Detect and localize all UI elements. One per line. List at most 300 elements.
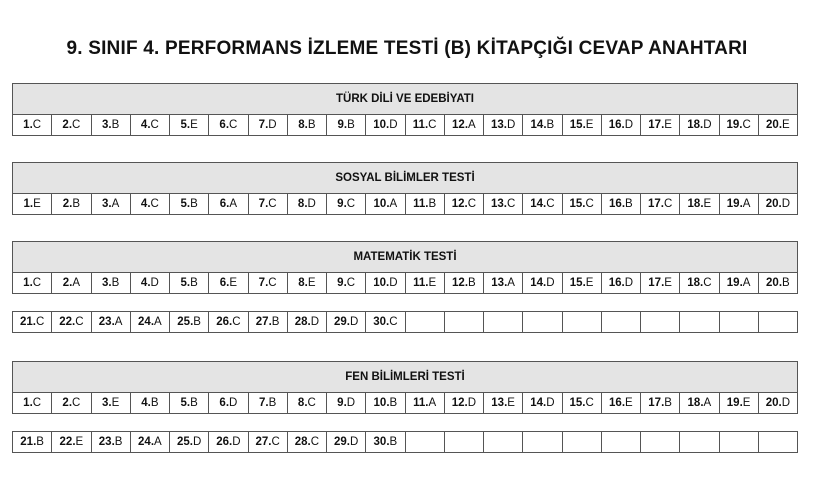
answer-cell bbox=[483, 114, 523, 136]
question-number: 5. bbox=[180, 119, 191, 131]
question-number: 18. bbox=[687, 119, 704, 131]
question-number: 10. bbox=[373, 397, 390, 409]
question-number: 9. bbox=[337, 397, 347, 409]
answer-cell bbox=[640, 114, 680, 136]
answer-letter: E bbox=[507, 397, 515, 409]
section-heading: MATEMATİK TESTİ bbox=[12, 241, 798, 273]
answer-cell bbox=[51, 193, 91, 215]
answer-cell bbox=[601, 272, 641, 294]
answer-letter: E bbox=[585, 119, 594, 131]
answer-cell bbox=[12, 114, 52, 136]
answer-letter: A bbox=[72, 277, 80, 289]
answer-cell bbox=[405, 193, 445, 215]
answer-cell bbox=[130, 114, 170, 136]
question-number: 6. bbox=[219, 277, 230, 289]
question-number: 11. bbox=[413, 198, 429, 210]
answer-cell bbox=[679, 193, 719, 215]
question-number: 20. bbox=[766, 119, 783, 131]
answer-cell bbox=[365, 193, 405, 215]
answer-cell bbox=[248, 311, 288, 333]
question-number: 25. bbox=[177, 316, 194, 328]
answer-letter: D bbox=[349, 316, 359, 328]
answer-cell bbox=[640, 272, 680, 294]
question-number: 22. bbox=[59, 436, 76, 448]
question-number: 17. bbox=[648, 119, 665, 131]
question-number: 4. bbox=[140, 277, 151, 289]
answer-letter: B bbox=[389, 397, 398, 409]
question-number: 13. bbox=[490, 198, 507, 210]
question-number: 24. bbox=[138, 316, 155, 328]
answer-letter: D bbox=[781, 397, 791, 409]
answer-cell bbox=[51, 114, 91, 136]
answer-letter: B bbox=[347, 119, 355, 131]
question-number: 6. bbox=[219, 119, 230, 131]
section-fen-bilimleri bbox=[12, 361, 798, 453]
answer-letter: B bbox=[190, 397, 198, 409]
answer-letter: C bbox=[310, 436, 320, 448]
answer-cell bbox=[51, 392, 91, 414]
answer-cell bbox=[130, 193, 170, 215]
answer-letter: B bbox=[150, 397, 159, 409]
answer-cell bbox=[719, 311, 759, 333]
answer-cell bbox=[287, 311, 327, 333]
answer-letter: D bbox=[268, 119, 277, 131]
answer-cell bbox=[169, 311, 209, 333]
answer-letter: D bbox=[150, 277, 159, 289]
answer-cell bbox=[679, 114, 719, 136]
question-number: 16. bbox=[608, 277, 625, 289]
answer-letter: C bbox=[703, 277, 712, 289]
answer-letter: E bbox=[625, 397, 633, 409]
answer-cell bbox=[483, 193, 523, 215]
answer-letter: B bbox=[428, 198, 437, 210]
answer-cell bbox=[365, 392, 405, 414]
answer-cell bbox=[405, 114, 445, 136]
question-number: 17. bbox=[648, 397, 665, 409]
answer-letter: B bbox=[193, 316, 201, 328]
answer-cell bbox=[522, 193, 562, 215]
section-heading: TÜRK DİLİ VE EDEBİYATI bbox=[12, 83, 798, 115]
question-number: 7. bbox=[258, 198, 269, 210]
question-number: 29. bbox=[333, 316, 350, 328]
answer-cell bbox=[601, 311, 641, 333]
answer-cell bbox=[719, 193, 759, 215]
question-number: 26. bbox=[216, 316, 233, 328]
answer-cell bbox=[12, 311, 52, 333]
question-number: 16. bbox=[609, 198, 626, 210]
answer-letter: A bbox=[742, 277, 751, 289]
question-number: 6. bbox=[219, 198, 230, 210]
question-number: 2. bbox=[62, 119, 73, 131]
answer-cell bbox=[365, 272, 405, 294]
answer-letter: B bbox=[111, 119, 120, 131]
answer-letter: D bbox=[624, 277, 634, 289]
answer-letter: B bbox=[546, 119, 555, 131]
question-number: 1. bbox=[23, 198, 34, 210]
answer-cell bbox=[483, 431, 523, 453]
answer-letter: B bbox=[114, 436, 123, 448]
question-number: 10. bbox=[373, 277, 390, 289]
answer-cell bbox=[679, 272, 719, 294]
answer-cell bbox=[169, 193, 209, 215]
answer-cell bbox=[601, 392, 641, 414]
answer-cell bbox=[130, 392, 170, 414]
section-heading: FEN BİLİMLERİ TESTİ bbox=[12, 361, 798, 393]
answer-letter: C bbox=[72, 119, 81, 131]
question-number: 14. bbox=[530, 198, 547, 210]
answer-cell bbox=[444, 114, 484, 136]
answer-cell bbox=[208, 272, 248, 294]
question-number: 15. bbox=[569, 119, 586, 131]
page-title: 9. SINIF 4. PERFORMANS İZLEME TESTİ (B) KİTAPÇIĞI CEVAP ANAHTARI bbox=[66, 38, 748, 59]
answer-letter: D bbox=[349, 436, 359, 448]
answer-cell bbox=[248, 114, 288, 136]
section-turk-dili bbox=[12, 83, 798, 136]
question-number: 3. bbox=[101, 119, 112, 131]
answer-letter: C bbox=[663, 198, 673, 210]
answer-cell bbox=[483, 392, 523, 414]
answer-letter: C bbox=[268, 277, 277, 289]
answer-letter: C bbox=[268, 198, 277, 210]
question-number: 4. bbox=[140, 119, 151, 131]
question-number: 30. bbox=[373, 436, 390, 448]
answer-cell bbox=[405, 272, 445, 294]
answer-letter: D bbox=[389, 119, 398, 131]
answer-letter: D bbox=[232, 436, 241, 448]
answer-letter: B bbox=[72, 198, 80, 210]
question-number: 13. bbox=[490, 119, 507, 131]
answer-cell bbox=[130, 272, 170, 294]
question-number: 13. bbox=[491, 397, 508, 409]
answer-cell bbox=[208, 193, 248, 215]
answer-letter: D bbox=[506, 119, 516, 131]
question-number: 17. bbox=[648, 277, 665, 289]
answer-cell bbox=[365, 114, 405, 136]
answer-letter: C bbox=[467, 198, 477, 210]
answer-cell bbox=[562, 392, 602, 414]
answer-cell bbox=[169, 431, 209, 453]
question-number: 6. bbox=[219, 397, 230, 409]
answer-letter: C bbox=[389, 316, 398, 328]
answer-letter: C bbox=[307, 397, 316, 409]
answer-letter: D bbox=[703, 119, 712, 131]
answer-cell bbox=[679, 392, 719, 414]
question-number: 12. bbox=[452, 277, 469, 289]
answer-cell bbox=[169, 114, 209, 136]
answer-letter: E bbox=[229, 277, 237, 289]
question-number: 7. bbox=[258, 277, 269, 289]
answer-letter: C bbox=[346, 277, 356, 289]
answer-cell bbox=[12, 272, 52, 294]
answer-cell bbox=[640, 431, 680, 453]
question-number: 26. bbox=[216, 436, 233, 448]
answer-cell bbox=[405, 431, 445, 453]
question-number: 4. bbox=[140, 198, 151, 210]
answer-cell bbox=[208, 392, 248, 414]
answer-cell bbox=[719, 114, 759, 136]
question-number: 28. bbox=[294, 316, 311, 328]
question-number: 10. bbox=[373, 198, 390, 210]
answer-letter: E bbox=[428, 277, 437, 289]
answer-letter: B bbox=[782, 277, 790, 289]
answer-cell bbox=[365, 311, 405, 333]
question-number: 28. bbox=[294, 436, 311, 448]
answer-cell bbox=[522, 114, 562, 136]
answer-letter: E bbox=[742, 397, 751, 409]
answer-cell bbox=[169, 392, 209, 414]
answer-letter: C bbox=[35, 316, 45, 328]
answer-cell bbox=[640, 392, 680, 414]
question-number: 19. bbox=[726, 397, 743, 409]
answer-row bbox=[12, 431, 798, 453]
answer-letter: B bbox=[268, 397, 277, 409]
answer-letter: D bbox=[389, 277, 398, 289]
answer-cell bbox=[758, 114, 798, 136]
answer-letter: D bbox=[310, 316, 320, 328]
answer-letter: A bbox=[468, 119, 476, 131]
question-number: 5. bbox=[180, 198, 191, 210]
question-number: 14. bbox=[530, 119, 547, 131]
answer-letter: A bbox=[229, 198, 237, 210]
question-number: 8. bbox=[297, 198, 308, 210]
answer-cell bbox=[287, 193, 327, 215]
answer-cell bbox=[483, 272, 523, 294]
answer-cell bbox=[758, 311, 798, 333]
answer-cell bbox=[51, 272, 91, 294]
question-number: 30. bbox=[373, 316, 390, 328]
answer-letter: E bbox=[664, 119, 672, 131]
question-number: 1. bbox=[23, 277, 33, 289]
answer-letter: C bbox=[506, 198, 516, 210]
answer-cell bbox=[248, 431, 288, 453]
question-number: 7. bbox=[258, 397, 269, 409]
answer-cell bbox=[758, 431, 798, 453]
answer-cell bbox=[91, 311, 131, 333]
answer-letter: C bbox=[150, 119, 159, 131]
question-number: 3. bbox=[101, 397, 112, 409]
answer-letter: C bbox=[428, 119, 437, 131]
question-number: 25. bbox=[176, 436, 193, 448]
answer-letter: B bbox=[664, 397, 672, 409]
question-number: 20. bbox=[765, 198, 782, 210]
answer-cell bbox=[640, 311, 680, 333]
answer-cell bbox=[208, 311, 248, 333]
answer-cell bbox=[326, 392, 366, 414]
answer-cell bbox=[91, 392, 131, 414]
answer-letter: E bbox=[75, 436, 84, 448]
answer-letter: D bbox=[781, 198, 791, 210]
question-number: 19. bbox=[726, 119, 743, 131]
answer-cell bbox=[248, 392, 288, 414]
answer-cell bbox=[51, 431, 91, 453]
answer-letter: A bbox=[703, 397, 712, 409]
answer-cell bbox=[287, 392, 327, 414]
question-number: 16. bbox=[608, 119, 625, 131]
answer-letter: B bbox=[625, 198, 633, 210]
question-number: 7. bbox=[258, 119, 269, 131]
answer-cell bbox=[562, 431, 602, 453]
question-number: 2. bbox=[62, 277, 73, 289]
question-number: 27. bbox=[255, 316, 272, 328]
answer-cell bbox=[248, 272, 288, 294]
answer-letter: D bbox=[624, 119, 634, 131]
answer-letter: B bbox=[36, 436, 44, 448]
answer-cell bbox=[91, 431, 131, 453]
answer-letter: C bbox=[546, 198, 555, 210]
question-number: 18. bbox=[687, 397, 704, 409]
answer-cell bbox=[444, 392, 484, 414]
answer-letter: C bbox=[232, 316, 241, 328]
question-number: 14. bbox=[530, 397, 547, 409]
answer-cell bbox=[287, 431, 327, 453]
answer-cell bbox=[12, 392, 52, 414]
question-number: 9. bbox=[337, 119, 348, 131]
question-number: 14. bbox=[530, 277, 547, 289]
answer-cell bbox=[326, 114, 366, 136]
answer-row bbox=[12, 114, 798, 136]
answer-row bbox=[12, 272, 798, 294]
answer-letter: B bbox=[468, 277, 476, 289]
answer-cell bbox=[758, 392, 798, 414]
answer-row bbox=[12, 392, 798, 414]
answer-letter: A bbox=[114, 316, 123, 328]
answer-cell bbox=[679, 311, 719, 333]
answer-letter: E bbox=[782, 119, 790, 131]
answer-letter: E bbox=[703, 198, 712, 210]
question-number: 12. bbox=[451, 397, 468, 409]
question-number: 27. bbox=[255, 436, 272, 448]
question-number: 15. bbox=[569, 198, 586, 210]
question-number: 2. bbox=[62, 198, 73, 210]
answer-cell bbox=[169, 272, 209, 294]
answer-cell bbox=[719, 272, 759, 294]
answer-letter: C bbox=[742, 119, 751, 131]
answer-cell bbox=[130, 311, 170, 333]
answer-letter: D bbox=[192, 436, 202, 448]
answer-cell bbox=[601, 193, 641, 215]
answer-letter: A bbox=[389, 198, 398, 210]
answer-letter: C bbox=[585, 198, 594, 210]
answer-cell bbox=[12, 193, 52, 215]
answer-cell bbox=[483, 311, 523, 333]
section-matematik bbox=[12, 241, 798, 333]
question-number: 8. bbox=[298, 277, 308, 289]
question-number: 12. bbox=[452, 119, 469, 131]
answer-cell bbox=[522, 272, 562, 294]
answer-cell bbox=[719, 431, 759, 453]
question-number: 19. bbox=[726, 198, 743, 210]
answer-row bbox=[12, 311, 798, 333]
answer-letter: D bbox=[467, 397, 477, 409]
answer-cell bbox=[601, 431, 641, 453]
answer-letter: A bbox=[154, 436, 162, 448]
answer-letter: D bbox=[229, 397, 238, 409]
answer-cell bbox=[601, 114, 641, 136]
question-number: 11. bbox=[412, 119, 429, 131]
answer-cell bbox=[208, 114, 248, 136]
answer-cell bbox=[562, 272, 602, 294]
answer-letter: B bbox=[190, 277, 198, 289]
answer-cell bbox=[326, 311, 366, 333]
answer-cell bbox=[562, 311, 602, 333]
answer-letter: C bbox=[150, 198, 159, 210]
answer-cell bbox=[562, 193, 602, 215]
question-number: 24. bbox=[138, 436, 155, 448]
answer-cell bbox=[444, 193, 484, 215]
answer-cell bbox=[208, 431, 248, 453]
answer-cell bbox=[522, 431, 562, 453]
question-number: 8. bbox=[297, 397, 308, 409]
question-number: 5. bbox=[180, 397, 191, 409]
answer-cell bbox=[91, 193, 131, 215]
question-number: 21. bbox=[20, 436, 37, 448]
answer-letter: B bbox=[111, 277, 120, 289]
answer-cell bbox=[758, 193, 798, 215]
answer-letter: E bbox=[307, 277, 316, 289]
answer-cell bbox=[91, 272, 131, 294]
question-number: 22. bbox=[59, 316, 76, 328]
answer-letter: C bbox=[72, 397, 81, 409]
question-number: 19. bbox=[726, 277, 743, 289]
question-number: 17. bbox=[647, 198, 664, 210]
answer-letter: A bbox=[742, 198, 751, 210]
answer-letter: C bbox=[32, 277, 42, 289]
question-number: 8. bbox=[298, 119, 308, 131]
answer-letter: A bbox=[507, 277, 515, 289]
question-number: 15. bbox=[569, 277, 586, 289]
answer-letter: D bbox=[546, 277, 555, 289]
answer-letter: B bbox=[190, 198, 198, 210]
answer-cell bbox=[522, 311, 562, 333]
answer-cell bbox=[758, 272, 798, 294]
question-number: 13. bbox=[491, 277, 508, 289]
answer-letter: E bbox=[190, 119, 198, 131]
answer-cell bbox=[679, 431, 719, 453]
answer-cell bbox=[562, 114, 602, 136]
section-sosyal-bilimler bbox=[12, 162, 798, 215]
answer-letter: C bbox=[32, 119, 42, 131]
question-number: 23. bbox=[98, 436, 115, 448]
question-number: 15. bbox=[569, 397, 586, 409]
answer-letter: A bbox=[111, 198, 120, 210]
question-number: 11. bbox=[413, 277, 429, 289]
answer-letter: D bbox=[307, 198, 316, 210]
answer-letter: B bbox=[271, 316, 280, 328]
answer-cell bbox=[444, 431, 484, 453]
answer-letter: D bbox=[546, 397, 555, 409]
answer-letter: C bbox=[75, 316, 84, 328]
question-number: 20. bbox=[765, 397, 782, 409]
answer-letter: E bbox=[33, 198, 41, 210]
answer-cell bbox=[130, 431, 170, 453]
question-number: 23. bbox=[98, 316, 115, 328]
answer-cell bbox=[405, 311, 445, 333]
answer-cell bbox=[287, 272, 327, 294]
question-number: 11. bbox=[413, 397, 429, 409]
answer-cell bbox=[405, 392, 445, 414]
question-number: 18. bbox=[687, 277, 704, 289]
question-number: 9. bbox=[337, 277, 347, 289]
answer-letter: C bbox=[346, 198, 356, 210]
answer-letter: C bbox=[229, 119, 238, 131]
question-number: 21. bbox=[19, 316, 36, 328]
answer-letter: E bbox=[111, 397, 120, 409]
answer-cell bbox=[248, 193, 288, 215]
question-number: 16. bbox=[609, 397, 626, 409]
answer-cell bbox=[326, 193, 366, 215]
question-number: 20. bbox=[766, 277, 783, 289]
question-number: 5. bbox=[180, 277, 191, 289]
